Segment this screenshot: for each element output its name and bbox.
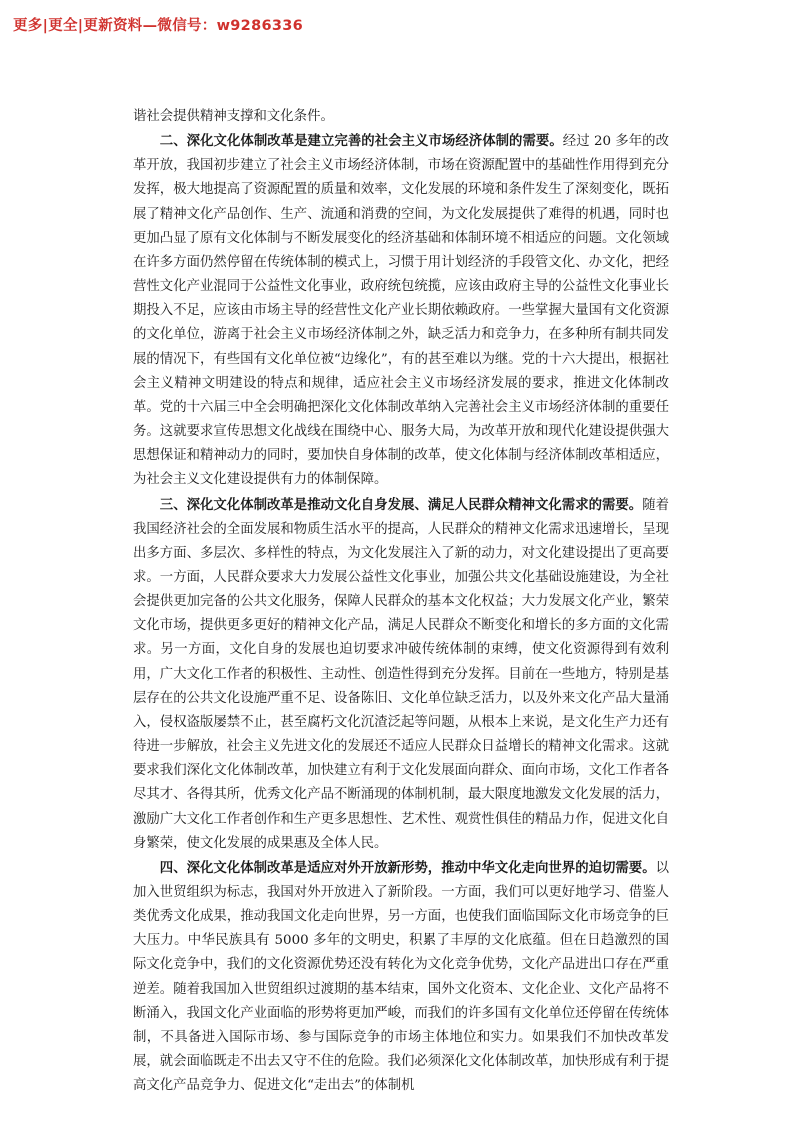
paragraph-text: 随着我国经济社会的全面发展和物质生活水平的提高，人民群众的精神文化需求迅速增长，呈现出多方面、多层次、多样性的特点，为文化发展注入了新的动力，对文化建设提出了更高要求。一方面，人民群众要求大力发展公益性文化事业，加强公共文化基础设施建设，为全社会提供更加完备的公共文化服务，保障人民群众的基本文化权益；大力发展文化产业，繁荣文化市场，提供更多更好的精神文化产品，满足人民群众不断变化和增长的多方面的文化需求。另一方面，文化自身的发展也迫切要求冲破传统体制的束缚，使文化资源得到有效利用，广大文化工作者的积极性、主动性、创造性得到充分发挥。目前在一些地方，特别是基层存在的公共文化设施严重不足、设备陈旧、文化单位缺乏活力，以及外来文化产品大量涌入，侵权盗版屡禁不止，甚至腐朽文化沉渣泛起等问题，从根本上来说，是文化生产力还有待进一步解放，社会主义先进文化的发展还不适应人民群众日益增长的精神文化需求。这就要求我们深化文化体制改革，加快建立有利于文化发展面向群众、面向市场，文化工作者各尽其才、各得其所，优秀文化产品不断涌现的体制机制，最大限度地激发文化发展的活力，激励广大文化工作者创作和生产更多思想性、艺术性、观赏性俱佳的精品力作，促进文化自身繁荣，使文化发展的成果惠及全体人民。 xyxy=(133,497,670,851)
top-banner: 更多|更全|更新资料—微信号：w9286336 xyxy=(13,18,304,34)
section-heading: 四、深化文化体制改革是适应对外开放新形势，推动中华文化走向世界的迫切需要。 xyxy=(159,859,656,876)
paragraph-section-4 xyxy=(133,856,669,1099)
document-body xyxy=(133,105,669,1098)
paragraph-text: 谐社会提供精神支撑和文化条件。 xyxy=(133,109,334,124)
paragraph-section-3 xyxy=(133,493,669,856)
section-heading: 二、深化文化体制改革是建立完善的社会主义市场经济体制的需要。 xyxy=(159,133,563,150)
paragraph-text: 经过 20 多年的改革开放，我国初步建立了社会主义市场经济体制，市场在资源配置中的基础性作用得到充分发挥，极大地提高了资源配置的质量和效率，文化发展的环境和条件发生了深刻变化，既拓展了精神文化产品创作、生产、流通和消费的空间，为文化发展提供了难得的机遇，同时也更加凸显了原有文化体制与不断发展变化的经济基础和体制环境不相适应的问题。文化领域在许多方面仍然停留在传统体制的模式上，习惯于用计划经济的手段管文化、办文化，把经营性文化产业混同于公益性文化事业，政府统包统揽，应该由政府主导的公益性文化事业长期投入不足，应该由市场主导的经营性文化产业长期依赖政府。一些掌握大量国有文化资源的文化单位，游离于社会主义市场经济体制之外，缺乏活力和竞争力，在多种所有制共同发展的情况下，有些国有文化单位被“边缘化”，有的甚至难以为继。党的十六大提出，根据社会主义精神文明建设的特点和规律，适应社会主义市场经济发展的要求，推进文化体制改革。党的十六届三中全会明确把深化文化体制改革纳入完善社会主义市场经济体制的重要任务。这就要求宣传思想文化战线在围绕中心、服务大局，为改革开放和现代化建设提供强大思想保证和精神动力的同时，要加快自身体制的改革，使文化体制与经济体制改革相适应，为社会主义文化建设提供有力的体制保障。 xyxy=(133,134,669,488)
paragraph-section-2 xyxy=(133,129,669,492)
paragraph-continuation xyxy=(133,105,669,129)
paragraph-text: 以加入世贸组织为标志，我国对外开放进入了新阶段。一方面，我们可以更好地学习、借鉴人类优秀文化成果，推动我国文化走向世界，另一方面，也使我们面临国际文化市场竞争的巨大压力。中华民族具有 5000 多年的文明史，积累了丰厚的文化底蕴。但在日趋激烈的国际文化竞争中，我们的文化资源优势还没有转化为文化竞争优势，文化产品进出口存在严重逆差。随着我国加入世贸组织过渡期的基本结束，国外文化资本、文化企业、文化产品将不断涌入，我国文化产业面临的形势将更加严峻，而我们的许多国有文化单位还停留在传统体制，不具备进入国际市场、参与国际竞争的市场主体地位和实力。如果我们不加快改革发展，就会面临既走不出去又守不住的危险。我们必须深化文化体制改革，加快形成有利于提高文化产品竞争力、促进文化“走出去”的体制机 xyxy=(133,860,669,1094)
section-heading: 三、深化文化体制改革是推动文化自身发展、满足人民群众精神文化需求的需要。 xyxy=(159,496,643,513)
